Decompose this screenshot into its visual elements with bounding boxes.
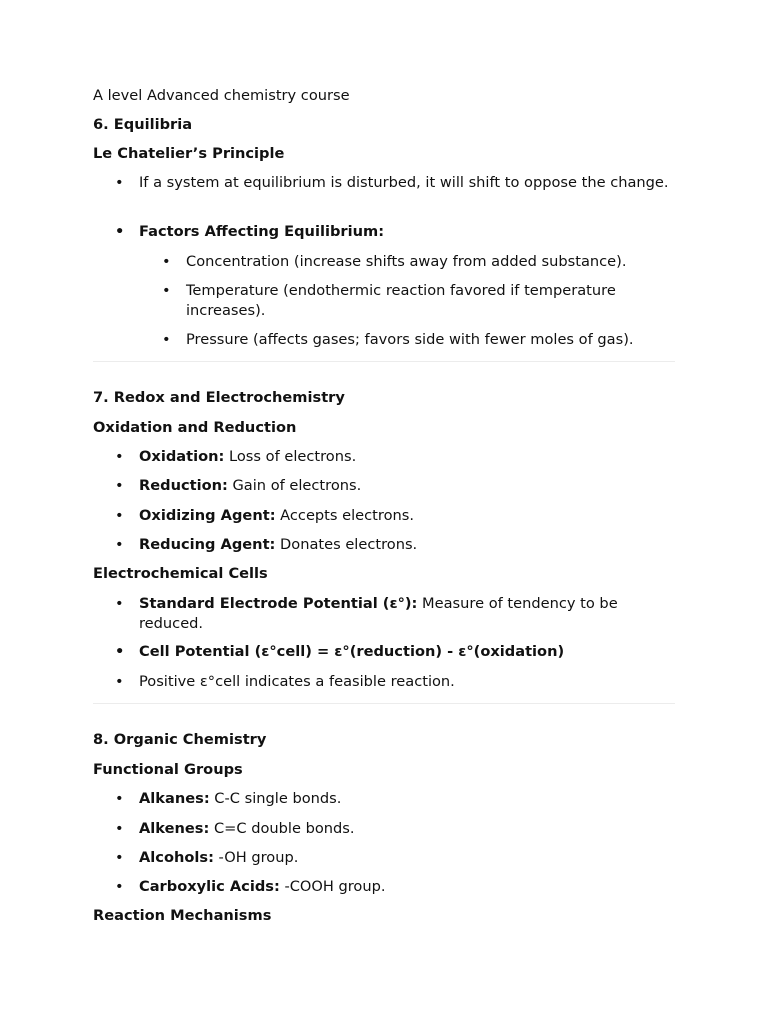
list-item — [139, 506, 414, 526]
subheading-functional-groups: Functional Groups — [93, 761, 243, 778]
list-item — [139, 173, 669, 193]
list-item-text: Temperature (endothermic reaction favored if temperature increases). — [186, 282, 616, 319]
section-divider — [93, 703, 675, 704]
list-item-text: Measure of tendency to be reduced. — [139, 595, 618, 632]
list-item-label: Standard Electrode Potential (ε°): — [139, 595, 418, 612]
list-item-label: Oxidizing Agent: — [139, 507, 276, 524]
list-item-label: Oxidation: — [139, 448, 225, 465]
list-item — [139, 877, 386, 897]
list-item-text: Concentration (increase shifts away from added substance). — [186, 253, 627, 270]
list-item — [139, 222, 384, 242]
list-item-label: Carboxylic Acids: — [139, 878, 280, 895]
list-item-text: Donates electrons. — [275, 536, 418, 553]
subheading-oxidation-reduction: Oxidation and Reduction — [93, 419, 297, 436]
list-item-text: -OH group. — [213, 849, 299, 866]
list-item — [139, 642, 564, 662]
list-item-label: Reduction: — [139, 477, 228, 494]
list-item — [139, 535, 417, 555]
list-item — [139, 447, 356, 467]
section-divider — [93, 361, 675, 362]
list-item — [139, 672, 455, 692]
list-item-label: Factors Affecting Equilibrium: — [139, 223, 385, 240]
list-item — [139, 848, 298, 868]
list-item-text: Accepts electrons. — [275, 507, 415, 524]
section-heading-organic: 8. Organic Chemistry — [93, 731, 267, 748]
list-item-label: Cell Potential (ε°cell) = ε°(reduction) - ε°(oxidation) — [139, 643, 565, 660]
list-item — [139, 594, 669, 633]
list-item-label: Alcohols: — [139, 849, 214, 866]
subheading-electrochemical-cells: Electrochemical Cells — [93, 565, 268, 582]
list-item-text: -COOH group. — [279, 878, 386, 895]
document-title: A level Advanced chemistry course — [93, 87, 350, 104]
list-item-text: Gain of electrons. — [227, 477, 362, 494]
list-item — [139, 819, 355, 839]
list-item-label: Reducing Agent: — [139, 536, 276, 553]
nested-list-item — [186, 330, 634, 350]
list-item — [139, 789, 341, 809]
list-item-text: If a system at equilibrium is disturbed, it will shift to oppose the change. — [139, 174, 669, 191]
list-item-text: Pressure (affects gases; favors side with fewer moles of gas). — [186, 331, 634, 348]
section-heading-equilibria: 6. Equilibria — [93, 116, 193, 133]
section-heading-redox: 7. Redox and Electrochemistry — [93, 389, 345, 406]
list-item-text: C-C single bonds. — [209, 790, 342, 807]
list-item — [139, 476, 361, 496]
list-item-text: Positive ε°cell indicates a feasible reaction. — [139, 673, 455, 690]
nested-list-item — [186, 252, 627, 272]
nested-list-item — [186, 281, 671, 320]
list-item-text: Loss of electrons. — [224, 448, 357, 465]
subheading-le-chatelier: Le Chatelier’s Principle — [93, 145, 285, 162]
list-item-label: Alkanes: — [139, 790, 210, 807]
list-item-text: C=C double bonds. — [209, 820, 355, 837]
list-item-label: Alkenes: — [139, 820, 210, 837]
subheading-reaction-mechanisms: Reaction Mechanisms — [93, 907, 272, 924]
